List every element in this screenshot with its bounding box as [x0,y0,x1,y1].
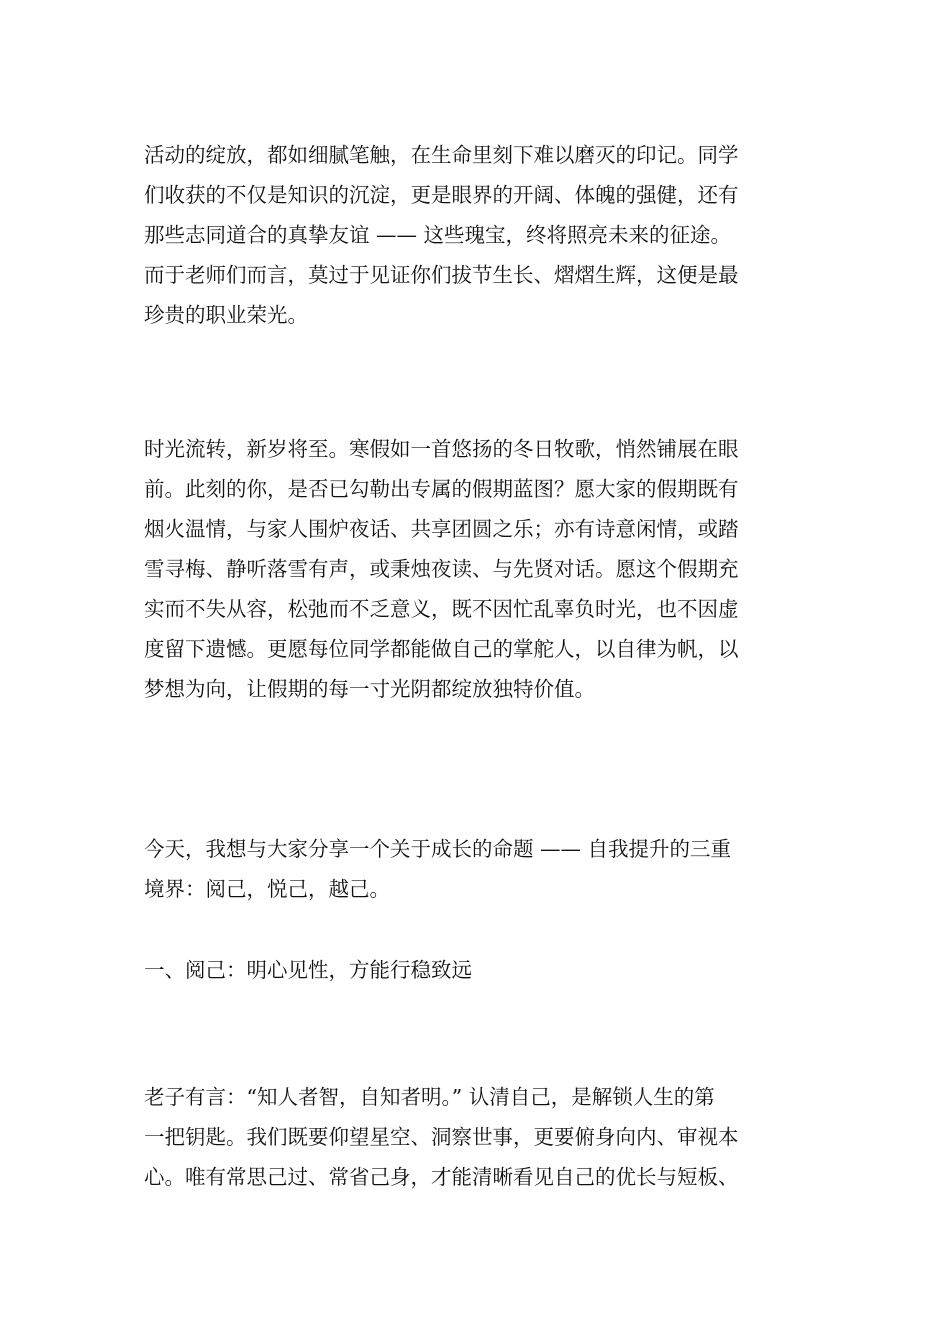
text-line: 们收获的不仅是知识的沉淀，更是眼界的开阔、体魄的强健，还有 [144,183,739,207]
paragraph-theme-intro [144,829,814,909]
text-line: 一把钥匙。我们既要仰望星空、洞察世事，更要俯身向内、审视本 [144,1125,739,1149]
text-line: 境界：阅己，悦己，越己。 [144,877,390,901]
text-line: 心。唯有常思己过、常省己身，才能清晰看见自己的优长与短板、 [144,1165,739,1189]
text-line: 雪寻梅、静听落雪有声，或秉烛夜读、与先贤对话。愿这个假期充 [144,557,739,581]
text-line: 前。此刻的你，是否已勾勒出专属的假期蓝图？愿大家的假期既有 [144,477,739,501]
text-line: 珍贵的职业荣光。 [144,303,308,327]
text-line: 活动的绽放，都如细腻笔触，在生命里刻下难以磨灭的印记。同学 [144,143,739,167]
text-line: 今天，我想与大家分享一个关于成长的命题 —— 自我提升的三重 [144,837,732,861]
text-line: 而于老师们而言，莫过于见证你们拔节生长、熠熠生辉，这便是最 [144,263,739,287]
text-line: 梦想为向，让假期的每一寸光阴都绽放独特价值。 [144,677,595,701]
paragraph-winter-break [144,429,814,709]
section-heading-1 [144,950,814,990]
paragraph-know-yourself [144,1077,814,1197]
text-line: 实而不失从容，松弛而不乏意义，既不因忙乱辜负时光，也不因虚 [144,597,739,621]
text-line: 老子有言：“知人者智，自知者明。” 认清自己，是解锁人生的第 [144,1085,715,1109]
paragraph-activities [144,135,814,335]
text-line: 时光流转，新岁将至。寒假如一首悠扬的冬日牧歌，悄然铺展在眼 [144,437,739,461]
text-line: 烟火温情，与家人围炉夜话、共享团圆之乐；亦有诗意闲情，或踏 [144,517,739,541]
text-line: 那些志同道合的真挚友谊 —— 这些瑰宝，终将照亮未来的征途。 [144,223,732,247]
text-line: 度留下遗憾。更愿每位同学都能做自己的掌舵人，以自律为帆，以 [144,637,739,661]
text-line: 一、阅己：明心见性，方能行稳致远 [144,958,472,982]
